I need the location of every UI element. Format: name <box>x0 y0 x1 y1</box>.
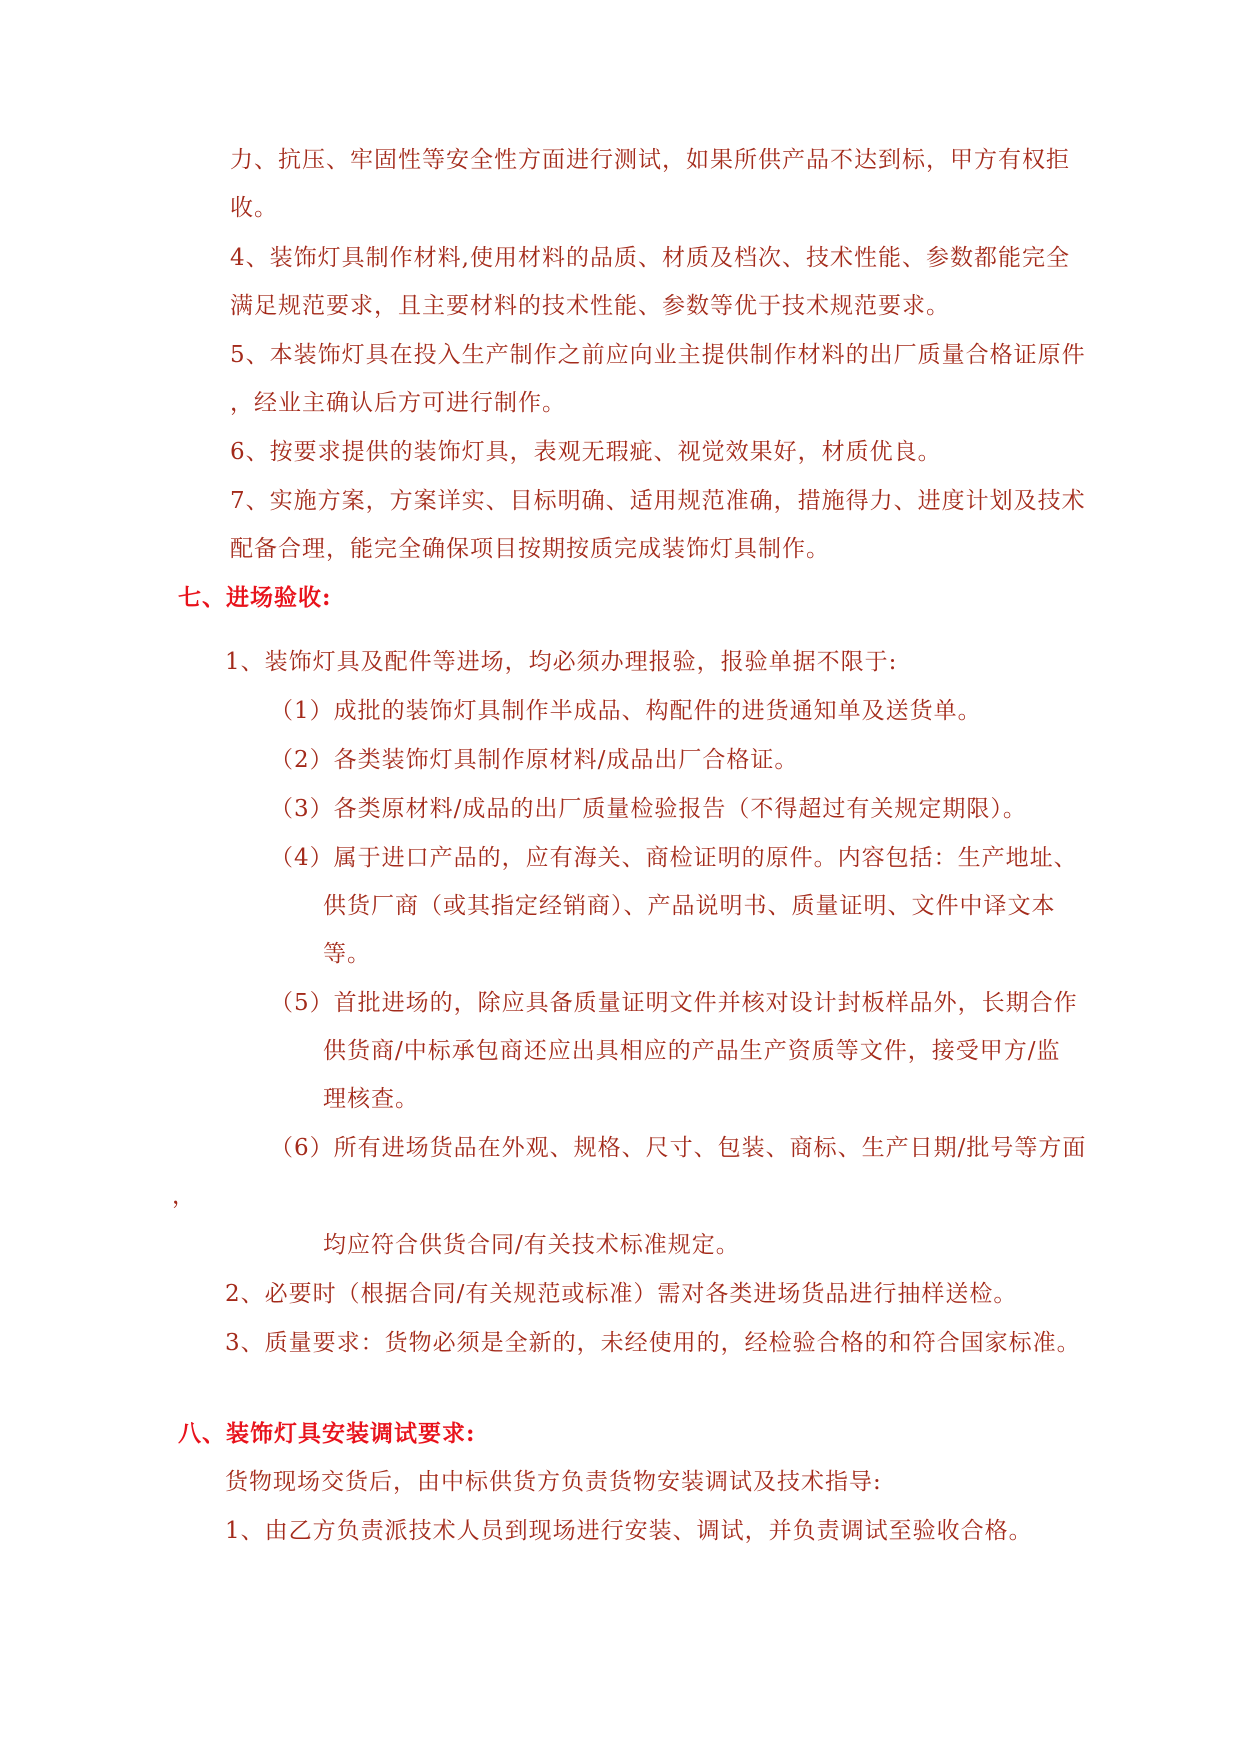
section-8-heading: 八、装饰灯具安装调试要求: <box>178 1420 476 1447</box>
list-item-7-cont: 配备合理，能完全确保项目按期按质完成装饰灯具制作。 <box>230 536 830 562</box>
sub-item-6-cont: 均应符合供货合同/有关技术标准规定。 <box>323 1232 740 1258</box>
list-item-4-cont: 满足规范要求，且主要材料的技术性能、参数等优于技术规范要求。 <box>230 293 950 319</box>
sub-item-1: （1）成批的装饰灯具制作半成品、构配件的进货通知单及送货单。 <box>270 698 982 724</box>
section-7-item-2: 2、必要时（根据合同/有关规范或标准）需对各类进场货品进行抽样送检。 <box>225 1281 1018 1307</box>
sub-item-4-cont: 供货厂商（或其指定经销商）、产品说明书、质量证明、文件中译文本 <box>323 893 1056 919</box>
list-item-4: 4、装饰灯具制作材料,使用材料的品质、材质及档次、技术性能、参数都能完全 <box>230 245 1070 271</box>
sub-item-5: （5）首批进场的，除应具备质量证明文件并核对设计封板样品外，长期合作 <box>270 990 1078 1016</box>
sub-item-4-cont: 等。 <box>323 941 371 967</box>
paragraph-line: 收。 <box>230 195 278 221</box>
sub-item-5-cont: 供货商/中标承包商还应出具相应的产品生产资质等文件，接受甲方/监 <box>323 1038 1061 1064</box>
paragraph-line: 力、抗压、牢固性等安全性方面进行测试，如果所供产品不达到标，甲方有权拒 <box>230 147 1070 173</box>
section-7-item-3: 3、质量要求：货物必须是全新的，未经使用的，经检验合格的和符合国家标准。 <box>225 1330 1081 1356</box>
sub-item-4: （4）属于进口产品的，应有海关、商检证明的原件。内容包括：生产地址、 <box>270 845 1078 871</box>
section-7-item-1: 1、装饰灯具及配件等进场，均必须办理报验，报验单据不限于: <box>225 649 898 675</box>
list-item-5: 5、本装饰灯具在投入生产制作之前应向业主提供制作材料的出厂质量合格证原件 <box>230 342 1086 368</box>
sub-item-5-cont: 理核查。 <box>323 1086 419 1112</box>
sub-item-6-comma: ， <box>172 1183 196 1209</box>
list-item-5-cont: ，经业主确认后方可进行制作。 <box>230 390 566 416</box>
section-8-item-1: 1、由乙方负责派技术人员到现场进行安装、调试，并负责调试至验收合格。 <box>225 1518 1033 1544</box>
sub-item-3: （3）各类原材料/成品的出厂质量检验报告（不得超过有关规定期限）。 <box>270 796 1027 822</box>
section-7-heading: 七、进场验收: <box>178 584 332 611</box>
sub-item-6: （6）所有进场货品在外观、规格、尺寸、包装、商标、生产日期/批号等方面 <box>270 1135 1087 1161</box>
section-8-intro: 货物现场交货后，由中标供货方负责货物安装调试及技术指导: <box>225 1469 882 1495</box>
list-item-7: 7、实施方案，方案详实、目标明确、适用规范准确，措施得力、进度计划及技术 <box>230 488 1086 514</box>
sub-item-2: （2）各类装饰灯具制作原材料/成品出厂合格证。 <box>270 747 799 773</box>
list-item-6: 6、按要求提供的装饰灯具，表观无瑕疵、视觉效果好，材质优良。 <box>230 439 942 465</box>
